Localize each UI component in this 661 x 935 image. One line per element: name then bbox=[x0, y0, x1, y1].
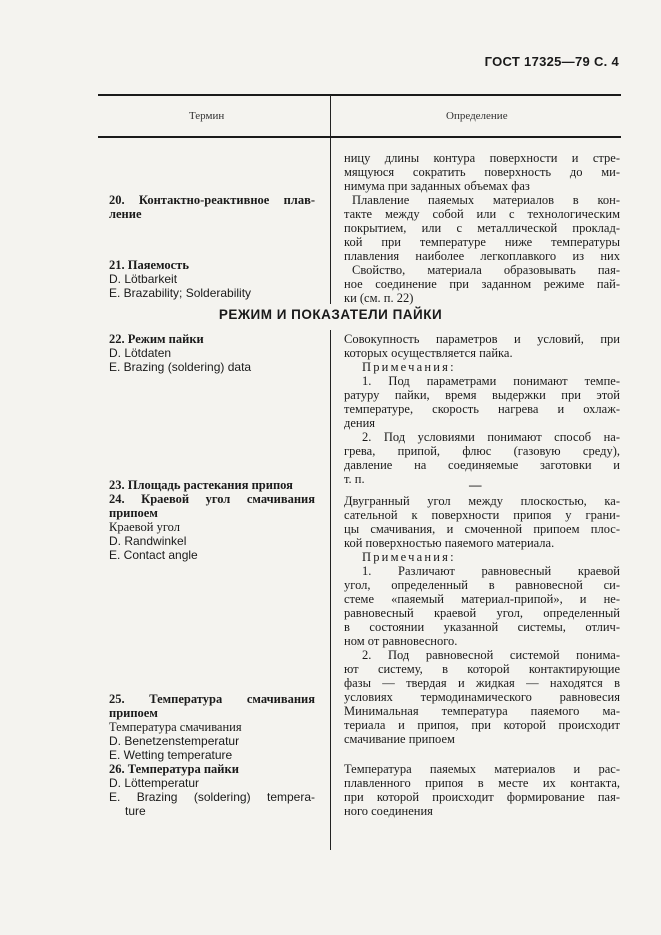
term-en: E. Brazability; Solderability bbox=[109, 286, 252, 300]
page-number: ГОСТ 17325—79 С. 4 bbox=[484, 54, 619, 69]
definition-line: териала и припоя, при которой происходит bbox=[344, 718, 620, 732]
definition-line: кой поверхностью паяемого материала. bbox=[344, 536, 555, 550]
definition-line: Минимальная температура паяемого ма- bbox=[344, 704, 620, 718]
definition-line: Плавление паяемых материалов в кон- bbox=[352, 193, 620, 207]
header-definition: Определение bbox=[446, 110, 508, 122]
definition-line: плавления наиболее легкоплавкого из них bbox=[344, 249, 620, 263]
definition-line: при которой происходит формирование пая- bbox=[344, 790, 620, 804]
note-line: 2. Под равновесной системой понима- bbox=[362, 648, 620, 662]
column-divider-upper bbox=[330, 138, 331, 304]
note-line: ном от равновесного. bbox=[344, 634, 458, 648]
column-divider-lower bbox=[330, 330, 331, 850]
note-line: 2. Под условиями понимают способ на- bbox=[362, 430, 620, 444]
note-line: в состоянии указанной системы, отлич- bbox=[344, 620, 620, 634]
note-line: угол, определенный в равновесной си- bbox=[344, 578, 620, 592]
term-name-cont: припоем bbox=[109, 706, 158, 720]
term-en: E. Brazing (soldering) tempera- bbox=[109, 790, 315, 804]
note-line: равновесный краевой угол, определенный bbox=[344, 606, 620, 620]
term-name: 22. Режим пайки bbox=[109, 332, 204, 346]
term-synonym: Температура смачивания bbox=[109, 720, 242, 734]
term-name-cont: ление bbox=[109, 207, 142, 221]
note-line: грева, припой, флюс (газовую среду), bbox=[344, 444, 620, 458]
term-name: 23. Площадь растекания припоя bbox=[109, 478, 293, 492]
definition-dash: — bbox=[469, 478, 482, 492]
note-line: фазы — твердая и жидкая — находятся в bbox=[344, 676, 620, 690]
term-de: D. Lötbarkeit bbox=[109, 272, 178, 286]
term-name: 20. Контактно-реактивное плав- bbox=[109, 193, 315, 207]
definition-line: Двугранный угол между плоскостью, ка- bbox=[344, 494, 620, 508]
term-synonym: Краевой угол bbox=[109, 520, 180, 534]
term-name: 24. Краевой угол смачивания bbox=[109, 492, 315, 506]
definition-line: мящуюся сократить поверхность до ми- bbox=[344, 165, 620, 179]
note-line: ют систему, в которой контактирующие bbox=[344, 662, 620, 676]
term-name: 26. Температура пайки bbox=[109, 762, 239, 776]
note-line: температуре, скорость нагрева и охлаж- bbox=[344, 402, 620, 416]
notes-title: Примечания: bbox=[362, 360, 456, 374]
term-en: E. Wetting temperature bbox=[109, 748, 233, 762]
definition-line: цы смачивания, и смоченной припоем плос- bbox=[344, 522, 620, 536]
definition-line: нимума при заданных объемах фаз bbox=[344, 179, 530, 193]
definition-line: ного соединения bbox=[344, 804, 433, 818]
note-line: давление на соединяемые заготовки и bbox=[344, 458, 620, 472]
section-title: РЕЖИМ И ПОКАЗАТЕЛИ ПАЙКИ bbox=[218, 307, 443, 322]
definition-line: смачивание припоем bbox=[344, 732, 455, 746]
header-column-divider bbox=[330, 95, 331, 137]
term-en: E. Brazing (soldering) data bbox=[109, 360, 252, 374]
term-en-cont: ture bbox=[125, 804, 146, 818]
definition-line: покрытием, или с металлической проклад- bbox=[344, 221, 620, 235]
note-line: ратуру пайки, время выдержки при этой bbox=[344, 388, 620, 402]
definition-line: Свойство, материала образовывать пая- bbox=[352, 263, 620, 277]
header-term: Термин bbox=[189, 110, 225, 122]
definition-line: кой при температуре ниже температуры bbox=[344, 235, 620, 249]
note-line: т. п. bbox=[344, 472, 365, 486]
notes-title: Примечания: bbox=[362, 550, 456, 564]
header-top-rule bbox=[98, 94, 621, 96]
note-line: условиях термодинамического равновесия bbox=[344, 690, 620, 704]
definition-line: которых осуществляется пайка. bbox=[344, 346, 513, 360]
definition-line: ницу длины контура поверхности и стре- bbox=[344, 151, 620, 165]
definition-line: ки (см. п. 22) bbox=[344, 291, 414, 305]
note-line: дения bbox=[344, 416, 376, 430]
definition-line: Совокупность параметров и условий, при bbox=[344, 332, 620, 346]
term-name: 25. Температура смачивания bbox=[109, 692, 315, 706]
definition-line: Температура паяемых материалов и рас- bbox=[344, 762, 620, 776]
term-de: D. Löttemperatur bbox=[109, 776, 200, 790]
definition-line: плавленного припоя в месте их контакта, bbox=[344, 776, 620, 790]
term-name-cont: припоем bbox=[109, 506, 158, 520]
term-en: E. Contact angle bbox=[109, 548, 198, 562]
definition-line: ное соединение при заданном режиме пай- bbox=[344, 277, 620, 291]
note-line: 1. Различают равновесный краевой bbox=[362, 564, 620, 578]
definition-line: сательной к поверхности припоя у грани- bbox=[344, 508, 620, 522]
term-de: D. Randwinkel bbox=[109, 534, 187, 548]
term-de: D. Benetzenstemperatur bbox=[109, 734, 240, 748]
note-line: 1. Под параметрами понимают темпе- bbox=[362, 374, 620, 388]
header-bottom-rule bbox=[98, 136, 621, 138]
note-line: стеме «паяемый материал-припой», и не- bbox=[344, 592, 620, 606]
term-de: D. Lötdaten bbox=[109, 346, 172, 360]
definition-line: такте между собой или с технологическим bbox=[344, 207, 620, 221]
term-name: 21. Паяемость bbox=[109, 258, 189, 272]
